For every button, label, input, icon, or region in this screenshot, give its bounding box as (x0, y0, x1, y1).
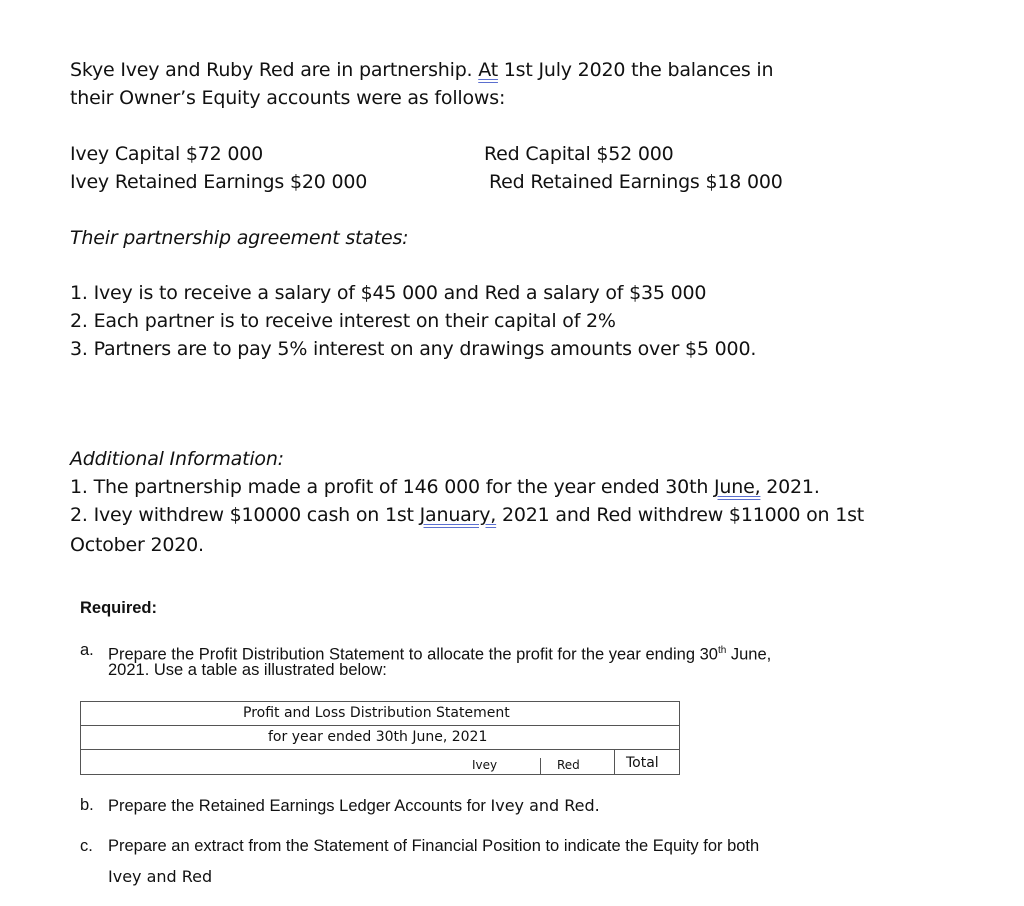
table-col-ivey: Ivey (472, 758, 498, 772)
required-c-line: Prepare an extract from the Statement of Financial Position to indicate the Equity for both (108, 837, 760, 855)
required-a-text: Prepare the Profit Distribution Statement to allocate the profit for the year ending 30 (108, 645, 718, 664)
table-title-2: for year ended 30th June, 2021 (268, 729, 488, 745)
agreement-heading: Their partnership agreement states: (70, 227, 409, 249)
additional-item-2-suffix: 2021 and Red withdrew $11000 on 1st (496, 504, 865, 526)
required-b-line (108, 795, 600, 817)
required-a-text-2: June, (726, 645, 772, 664)
intro-text: Skye Ivey and Ruby Red are in partnership. (70, 59, 479, 81)
red-retained-earnings: Red Retained Earnings $18 000 (489, 171, 783, 193)
ivey-retained-earnings: Ivey Retained Earnings $20 000 (70, 171, 368, 193)
at-word: At (478, 59, 498, 81)
required-b-text: Prepare the Retained Earnings Ledger Accounts for (108, 797, 491, 815)
additional-item-2 (70, 501, 864, 529)
additional-item-1 (70, 473, 820, 501)
required-c-marker: c. (80, 837, 93, 855)
required-b-text-2: Ivey and Red. (490, 796, 600, 815)
agreement-item-3: 3. Partners are to pay 5% interest on any drawings amounts over $5 000. (70, 338, 757, 360)
additional-heading: Additional Information: (70, 448, 284, 470)
table-divider-2 (81, 749, 679, 750)
additional-item-2-line-2: October 2020. (70, 534, 204, 556)
required-a-marker: a. (80, 641, 94, 659)
agreement-item-2: 2. Each partner is to receive interest on their capital of 2% (70, 310, 616, 332)
additional-item-1-suffix: 2021. (760, 476, 820, 498)
distribution-table (80, 701, 680, 775)
required-heading: Required: (80, 599, 158, 617)
table-col-sep-2 (614, 750, 615, 774)
red-capital: Red Capital $52 000 (484, 143, 674, 165)
required-c-line-2: Ivey and Red (108, 867, 213, 886)
table-title-1: Profit and Loss Distribution Statement (243, 705, 510, 721)
intro-line-2: their Owner’s Equity accounts were as follows: (70, 87, 506, 109)
required-a-line-2: 2021. Use a table as illustrated below: (108, 661, 387, 679)
required-b-marker: b. (80, 796, 94, 814)
table-col-red: Red (557, 758, 580, 772)
january-word: January, (419, 504, 497, 526)
additional-item-1-text: 1. The partnership made a profit of 146 000 for the year ended 30th (70, 476, 714, 498)
ivey-capital: Ivey Capital $72 000 (70, 143, 264, 165)
june-word: June, (714, 476, 761, 498)
intro-text-suffix: 1st July 2020 the balances in (497, 59, 774, 81)
required-a-sup: th (717, 645, 727, 656)
table-divider-1 (81, 725, 679, 726)
agreement-item-1: 1. Ivey is to receive a salary of $45 000 and Red a salary of $35 000 (70, 282, 707, 304)
additional-item-2-text: 2. Ivey withdrew $10000 cash on 1st (70, 504, 420, 526)
table-col-sep-1 (540, 758, 541, 774)
table-col-total: Total (626, 755, 659, 771)
intro-line-1 (70, 56, 773, 84)
